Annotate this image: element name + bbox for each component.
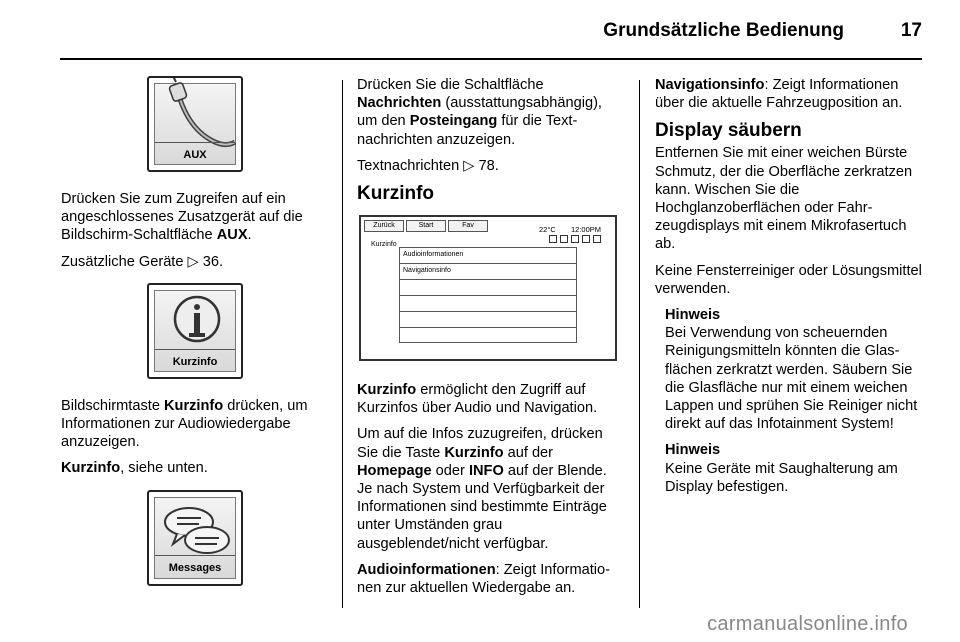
screen-subtitle: Kurzinfo	[371, 241, 397, 249]
screen-list-row	[399, 279, 577, 295]
column-3	[655, 76, 927, 504]
note-1-text: Bei Verwendung von scheuernden Reinigungsmitteln könnten die Glasflächen zerkratzt werden. Säubern Sie die Glasfläche nur mit einem weichen Lappen und sprühen Sie Reiniger nicht direkt auf das Infotainment System!	[665, 325, 918, 433]
column-1	[61, 76, 329, 586]
screen-temperature: 22°C	[539, 225, 556, 235]
screen-status-icon	[571, 235, 579, 243]
heading-kurzinfo: Kurzinfo	[357, 183, 435, 205]
paragraph-kurzinfo-access: Kurzinfo ermöglicht den Zugriff auf Kurzinfos über Audio und Navigation.	[357, 382, 598, 417]
paragraph-aux-ref: Zusätzliche Geräte ▷ 36.	[61, 253, 224, 270]
paragraph-textnachrichten-ref: Textnachrichten ▷ 78.	[357, 157, 499, 174]
note-1-title: Hinweis	[665, 307, 721, 324]
paragraph-cleaning: Entfernen Sie mit einer weichen Bürste Schmutz, der die Oberfläche zerkratzen kann. Wischen Sie die Hochglanzoberflächen oder Fahrzeugdisplays mit einem Mikrofasertuch ab.	[655, 145, 913, 253]
paragraph-kurzinfo-button: Bildschirmtaste Kurzinfo drücken, um Informationen zur Audiowiedergabe anzuzeigen.	[61, 397, 308, 451]
screen-fav-button: Fav	[448, 220, 488, 232]
paragraph-aux: Drücken Sie zum Zugreifen auf ein angeschlossenes Zusatzgerät auf die Bildschirm-Schaltfläche AUX.	[61, 191, 303, 244]
screen-back-button: Zurück	[364, 220, 404, 232]
screen-status-icon	[549, 235, 557, 243]
kurzinfo-icon	[147, 283, 243, 379]
screen-list	[399, 247, 577, 343]
aux-icon-label: AUX	[155, 142, 235, 164]
column-divider-1	[342, 80, 343, 608]
paragraph-kurzinfo-howto: Um auf die Infos zuzugreifen, drücken Sie die Taste Kurzinfo auf der Homepage oder INFO auf der Blende. Je nach System und Verfügbarkeit der Informationen sind bestimmte Einträge unter Umständen grau ausgeblendet/nicht verfügbar.	[357, 426, 607, 552]
screen-list-row	[399, 327, 577, 343]
note-2	[655, 441, 927, 496]
paragraph-no-solvents: Keine Fensterreiniger oder Lösungsmittel verwenden.	[655, 262, 922, 297]
messages-icon	[147, 490, 243, 586]
paragraph-kurzinfo-see-below: Kurzinfo, siehe unten.	[61, 460, 208, 477]
kurzinfo-screen-figure	[359, 215, 617, 361]
section-title: Grundsätzliche Bedienung	[603, 20, 844, 41]
paragraph-navigationsinfo: Navigationsinfo: Zeigt Informationen über die aktuelle Fahrzeugposition an.	[655, 77, 903, 112]
kurzinfo-icon-label: Kurzinfo	[155, 349, 235, 371]
messages-icon-label: Messages	[155, 555, 235, 577]
column-2	[357, 76, 623, 605]
paragraph-audioinformationen: Audioinformationen: Zeigt Informationen zur aktuellen Wiedergabe an.	[357, 561, 611, 597]
screen-status-icon	[560, 235, 568, 243]
note-2-text: Keine Geräte mit Saughalterung am Display befestigen.	[665, 460, 898, 495]
screen-start-button: Start	[406, 220, 446, 232]
page-header	[0, 18, 960, 48]
heading-display-saeubern: Display säubern	[655, 120, 802, 142]
screen-list-row: Audioinformationen	[399, 247, 577, 263]
paragraph-nachrichten: Drücken Sie die Schaltfläche Nachrichten (ausstattungsabhängig), um den Posteingang für die Textnachrichten anzuzeigen.	[357, 77, 602, 148]
screen-clock: 12:00PM	[571, 225, 602, 235]
screen-status-icon	[593, 235, 601, 243]
header-rule	[60, 58, 922, 60]
watermark: carmanualsonline.info	[707, 613, 908, 635]
screen-list-row: Navigationsinfo	[399, 263, 577, 279]
note-1	[655, 306, 927, 433]
note-2-title: Hinweis	[665, 442, 721, 459]
page-number: 17	[900, 20, 922, 41]
screen-status-icon	[582, 235, 590, 243]
aux-icon	[147, 76, 243, 172]
column-divider-2	[639, 80, 640, 608]
screen-list-row	[399, 295, 577, 311]
screen-list-row	[399, 311, 577, 327]
